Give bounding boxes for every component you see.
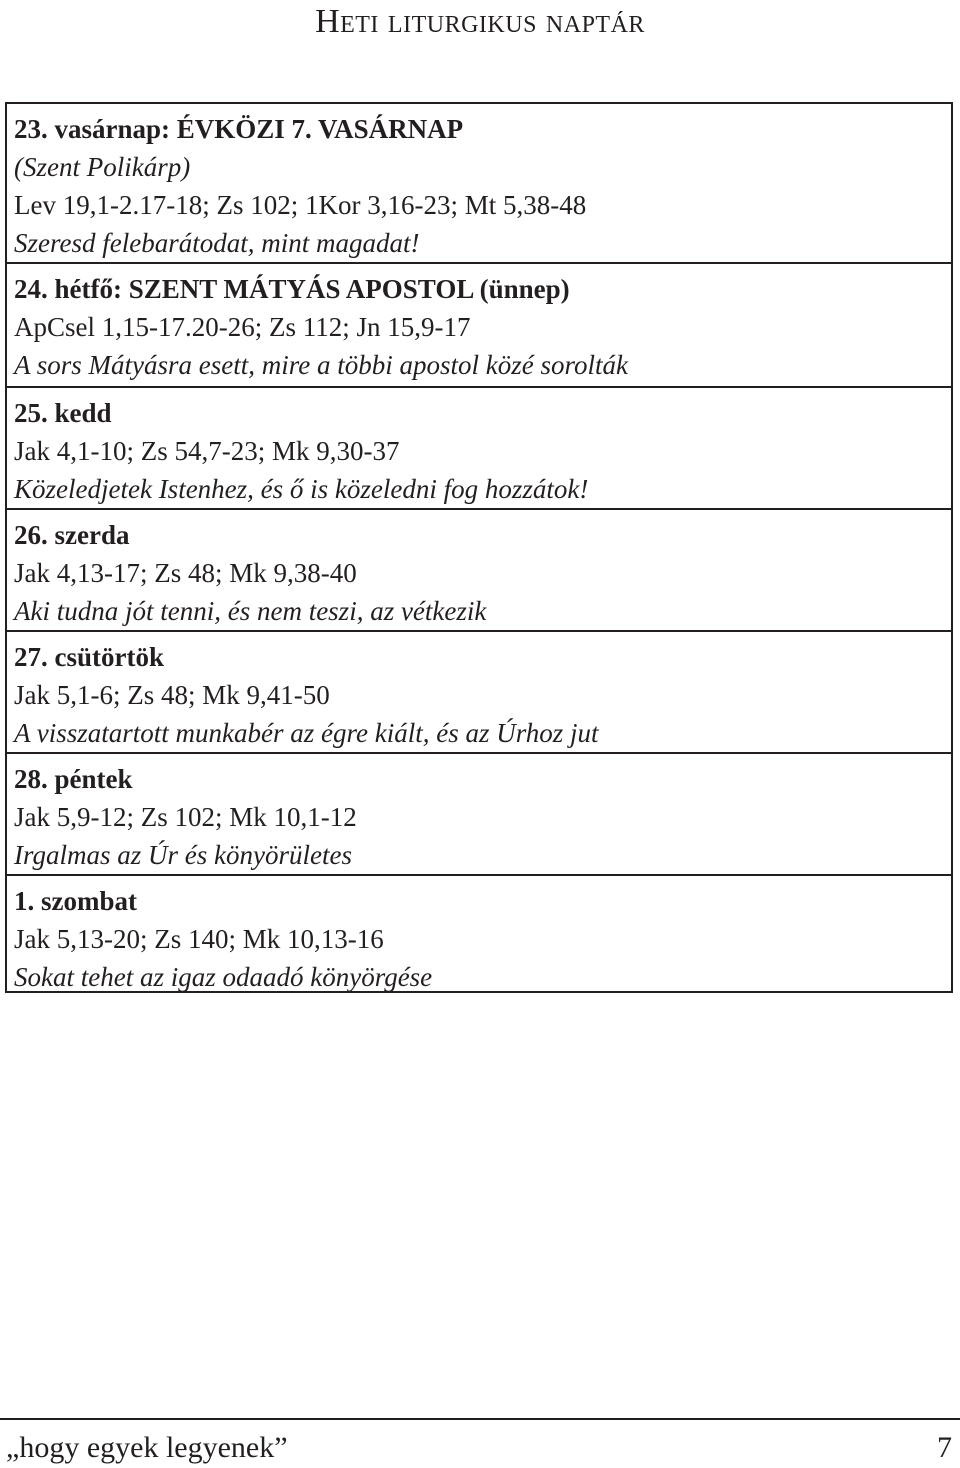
day-entry-sunday	[7, 104, 951, 262]
day-title: 28. péntek	[14, 764, 133, 794]
day-readings: Lev 19,1-2.17-18; Zs 102; 1Kor 3,16-23; Mt 5,38-48	[14, 190, 587, 220]
day-readings: Jak 5,9-12; Zs 102; Mk 10,1-12	[14, 802, 357, 832]
day-title: 25. kedd	[14, 398, 112, 428]
day-quote: Aki tudna jót tenni, és nem teszi, az vétkezik	[14, 596, 487, 626]
day-entry-friday	[7, 752, 951, 874]
day-saint: (Szent Polikárp)	[14, 152, 191, 182]
day-quote: A sors Mátyásra esett, mire a többi apostol közé sorolták	[14, 350, 628, 380]
day-entry-thursday	[7, 630, 951, 752]
page-title: Heti liturgikus naptár	[315, 3, 645, 40]
day-entry-monday	[7, 262, 951, 386]
day-title: 24. hétfő: SZENT MÁTYÁS APOSTOL (ünnep)	[14, 274, 570, 304]
day-title: 26. szerda	[14, 520, 130, 550]
liturgical-calendar-table	[5, 102, 953, 993]
day-quote: Irgalmas az Úr és könyörületes	[14, 840, 352, 870]
day-entry-saturday	[7, 874, 951, 991]
day-title: 23. vasárnap: ÉVKÖZI 7. VASÁRNAP	[14, 114, 464, 144]
footer-motto: „hogy egyek legyenek”	[6, 1431, 288, 1464]
footer-divider	[0, 1418, 960, 1420]
day-readings: Jak 4,13-17; Zs 48; Mk 9,38-40	[14, 558, 357, 588]
day-quote: A visszatartott munkabér az égre kiált, és az Úrhoz jut	[14, 718, 599, 748]
day-entry-tuesday	[7, 386, 951, 508]
day-quote: Sokat tehet az igaz odaadó könyörgése	[14, 962, 433, 992]
day-title: 1. szombat	[14, 886, 137, 916]
day-readings: Jak 5,13-20; Zs 140; Mk 10,13-16	[14, 924, 384, 954]
day-quote: Közeledjetek Istenhez, és ő is közeledni fog hozzátok!	[14, 474, 589, 504]
day-readings: ApCsel 1,15-17.20-26; Zs 112; Jn 15,9-17	[14, 312, 471, 342]
day-entry-wednesday	[7, 508, 951, 630]
day-readings: Jak 5,1-6; Zs 48; Mk 9,41-50	[14, 680, 330, 710]
day-quote: Szeresd felebarátodat, mint magadat!	[14, 228, 420, 258]
page-number: 7	[937, 1431, 952, 1464]
day-title: 27. csütörtök	[14, 642, 164, 672]
day-readings: Jak 4,1-10; Zs 54,7-23; Mk 9,30-37	[14, 436, 400, 466]
